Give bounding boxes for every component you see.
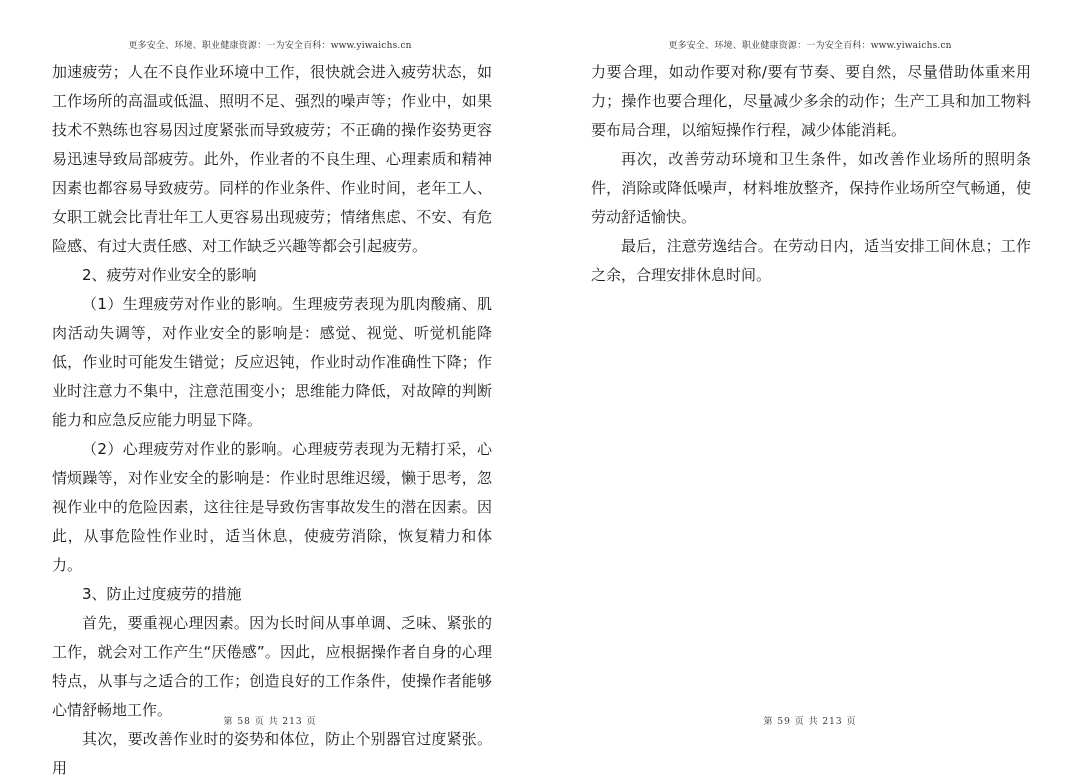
right-page-number: 第 59 页 共 213 页 bbox=[763, 717, 857, 727]
paragraph: 其次，要改善作业时的姿势和体位，防止个别器官过度紧张。用 bbox=[52, 730, 492, 777]
paragraph: 力要合理，如动作要对称/要有节奏、要自然，尽量借助体重来用力；操作也要合理化，尽量减少多余的动作；生产工具和加工物料要布局合理，以缩短操作行程，减少体能消耗。 bbox=[591, 63, 1031, 139]
paragraph: （2）心理疲劳对作业的影响。心理疲劳表现为无精打采，心情烦躁等，对作业安全的影响是：作业时思维迟缓，懒于思考，忽视作业中的危险因素，这往往是导致伤害事故发生的潜在因素。因此，从事危险性作业时，适当休息，使疲劳消除，恢复精力和体力。 bbox=[52, 440, 492, 574]
paragraph: 首先，要重视心理因素。因为长时间从事单调、乏味、紧张的工作，就会对工作产生“厌倦感”。因此，应根据操作者自身的心理特点，从事与之适合的工作；创造良好的工作条件，使操作者能够心情舒畅地工作。 bbox=[52, 614, 492, 719]
paragraph: （1）生理疲劳对作业的影响。生理疲劳表现为肌肉酸痛、肌肉活动失调等，对作业安全的影响是：感觉、视觉、听觉机能降低，作业时可能发生错觉；反应迟钝，作业时动作准确性下降；作业时注意力不集中，注意范围变小；思维能力降低，对故障的判断能力和应急反应能力明显下降。 bbox=[52, 295, 492, 429]
paragraph: 加速疲劳；人在不良作业环境中工作，很快就会进入疲劳状态，如工作场所的高温或低温、照明不足、强烈的噪声等；作业中，如果技术不熟练也容易因过度紧张而导致疲劳；不正确的操作姿势更容易迅速导致局部疲劳。此外，作业者的不良生理、心理素质和精神因素也都容易导致疲劳。同样的作业条件、作业时间，老年工人、女职工就会比青壮年工人更容易出现疲劳；情绪焦虑、不安、有危险感、有过大责任感、对工作缺乏兴趣等都会引起疲劳。 bbox=[52, 63, 492, 255]
left-page bbox=[0, 0, 540, 777]
paragraph: 最后，注意劳逸结合。在劳动日内，适当安排工间休息；工作之余，合理安排休息时间。 bbox=[591, 237, 1031, 284]
left-page-header: 更多安全、环境、职业健康资源：一为安全百科：www.yiwaichs.cn bbox=[128, 41, 412, 51]
left-page-number: 第 58 页 共 213 页 bbox=[223, 717, 317, 727]
right-page-header: 更多安全、环境、职业健康资源：一为安全百科：www.yiwaichs.cn bbox=[668, 41, 952, 51]
right-page bbox=[540, 0, 1080, 763]
right-page-body bbox=[591, 58, 1031, 290]
section-heading: 3、防止过度疲劳的措施 bbox=[82, 585, 242, 603]
left-page-body bbox=[52, 58, 492, 783]
paragraph: 再次，改善劳动环境和卫生条件，如改善作业场所的照明条件，消除或降低噪声，材料堆放整齐，保持作业场所空气畅通，使劳动舒适愉快。 bbox=[591, 150, 1031, 226]
section-heading: 2、疲劳对作业安全的影响 bbox=[82, 266, 257, 284]
